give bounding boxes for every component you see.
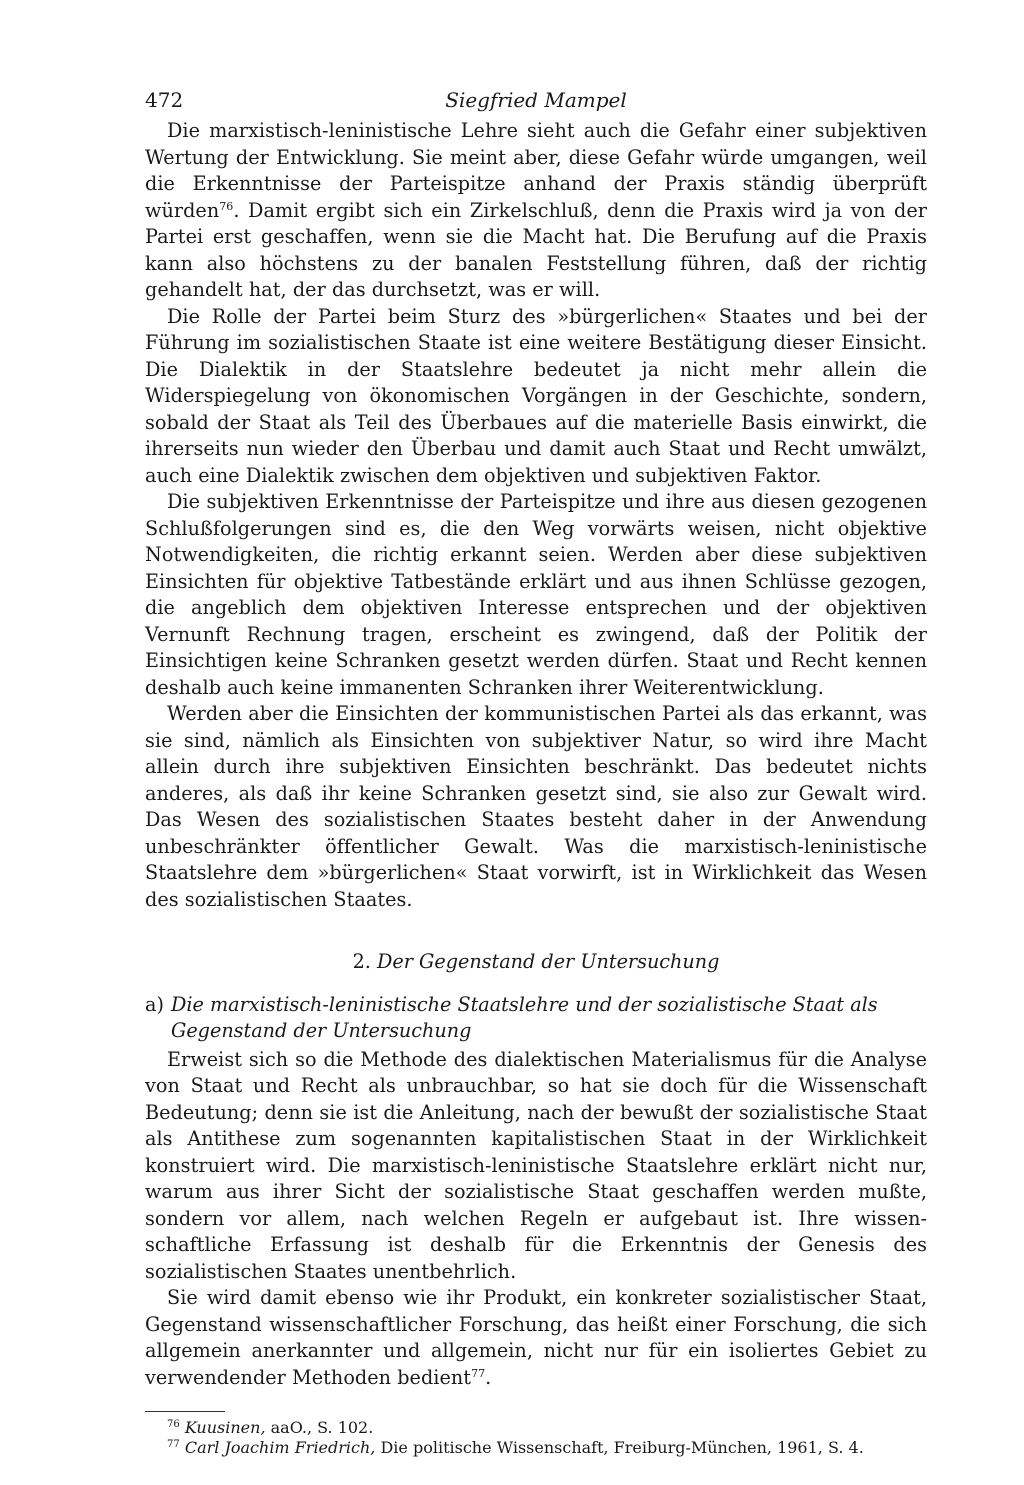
body-text-2 <box>145 1047 927 1392</box>
paragraph-1-text-after: . Damit ergibt sich ein Zirkelschluß, denn die Praxis wird ja von der Partei erst geschaffen, wenn sie die Macht hat. Die Berufung auf die Praxis kann also höchstens zu der banalen Feststellung führen, daß der richtig gehandelt hat, der das durchsetzt, was er will. <box>145 198 927 301</box>
running-head: Siegfried Mampel <box>445 88 627 112</box>
paragraph-3: Die subjektiven Erkenntnisse der Parteispitze und ihre aus diesen gezogenen Schlußfolgerungen sind es, die den Weg vorwärts weisen, nicht objektive Notwendigkeiten, die richtig erkannt seien. Werden aber diese subjektiven Einsichten für objektive Tatbestände erklärt und aus ihnen Schlüsse gezogen, die angeblich dem objektiven Interesse entsprechen und der objektiven Vernunft Rechnung tragen, erscheint es zwingend, daß der Politik der Einsichtigen keine Schranken gesetzt werden dürfen. Staat und Recht kennen deshalb auch keine immanenten Schranken ihrer Weiterentwicklung. <box>145 490 927 699</box>
paragraph-1-text: Die marxistisch-leninistische Lehre sieht auch die Gefahr einer subjektiven Wertung der Entwicklung. Sie meint aber, diese Gefahr würde umgangen, weil die Erkenntnisse der Parteispitze anhand der Praxis ständig überprüft würden <box>145 119 927 222</box>
footnote-number: 76 <box>167 1419 180 1430</box>
footnote-ref-76[interactable]: 76 <box>219 199 234 213</box>
page-number: 472 <box>145 88 184 112</box>
paragraph-4: Werden aber die Einsichten der kommunistischen Partei als das erkannt, was sie sind, nämlich als Einsichten von subjektiver Natur, so wird ihre Macht allein durch ihre subjektiven Einsichten beschränkt. Das bedeutet nichts anderes, als daß ihr keine Schranken gesetzt sind, sie also zur Gewalt wird. Das Wesen des sozialistischen Staates besteht daher in der Anwendung unbeschränkter öffentlicher Gewalt. Was die marxistisch-leninistische Staatslehre dem »bürgerlichen« Staat vorwirft, ist in Wirklichkeit das Wesen des sozialistischen Staates. <box>145 702 927 911</box>
section-title: Der Gegenstand der Untersuchung <box>377 950 720 973</box>
footnote-77 <box>145 1438 927 1458</box>
section-heading <box>145 949 927 976</box>
paragraph-6 <box>145 1285 927 1391</box>
footnote-rule <box>145 1411 225 1412</box>
subsection-letter: a) <box>145 992 164 1016</box>
footnote-author: Kuusinen, <box>184 1418 266 1437</box>
document-page <box>145 88 927 1458</box>
footnote-author: Carl Joachim Friedrich, <box>184 1438 376 1457</box>
footnote-text: aaO., S. 102. <box>265 1418 374 1437</box>
body-text <box>145 118 927 913</box>
paragraph-6-text: Sie wird damit ebenso wie ihr Produkt, ein konkreter sozialistischer Staat, Gegenstand wissenschaftlicher Forschung, das heißt einer Forschung, die sich allgemein anerkannter und allgemein, nicht nur für ein isoliertes Gebiet zu verwendender Methoden bedient <box>145 1286 927 1389</box>
section-number: 2. <box>352 950 371 973</box>
paragraph-6-text-after: . <box>485 1365 492 1389</box>
footnote-ref-77[interactable]: 77 <box>471 1366 486 1380</box>
footnote-text: Die politische Wissenschaft, Freiburg-München, 1961, S. 4. <box>375 1438 864 1457</box>
subsection-title: Die marxistisch-leninistische Staatslehre und der sozialistische Staat als Gegenstand der Untersuchung <box>171 992 878 1042</box>
page-header <box>145 88 927 118</box>
paragraph-2: Die Rolle der Partei beim Sturz des »bürgerlichen« Staates und bei der Führung im sozialistischen Staate ist eine weitere Bestätigung dieser Einsicht. Die Dialektik in der Staatslehre bedeutet ja nicht mehr allein die Widerspiegelung von ökonomischen Vorgängen in der Geschichte, sondern, sobald der Staat als Teil des Überbaues auf die materielle Basis einwirkt, die ihrerseits nun wieder den Überbau und damit auch Staat und Recht umwälzt, auch eine Dialektik zwischen dem objektiven und subjektiven Faktor. <box>145 304 927 487</box>
subsection-heading <box>145 992 927 1045</box>
footnote-76 <box>145 1418 927 1438</box>
footnote-number: 77 <box>167 1439 180 1450</box>
paragraph-1 <box>145 118 927 304</box>
footnotes <box>145 1411 927 1458</box>
paragraph-5: Erweist sich so die Methode des dialektischen Materialismus für die Analyse von Staat und Recht als unbrauchbar, so hat sie doch für die Wissenschaft Bedeutung; denn sie ist die Anleitung, nach der bewußt der sozialistische Staat als Antithese zum sogenannten kapitalistischen Staat in der Wirklichkeit konstruiert wird. Die marxistisch-leninistische Staatslehre erklärt nicht nur, warum aus ihrer Sicht der sozialistische Staat geschaffen werden mußte, sondern vor allem, nach welchen Regeln er aufgebaut ist. Ihre wissenschaftliche Erfassung ist deshalb für die Erkenntnis der Genesis des sozialistischen Staates unentbehrlich. <box>145 1047 927 1283</box>
